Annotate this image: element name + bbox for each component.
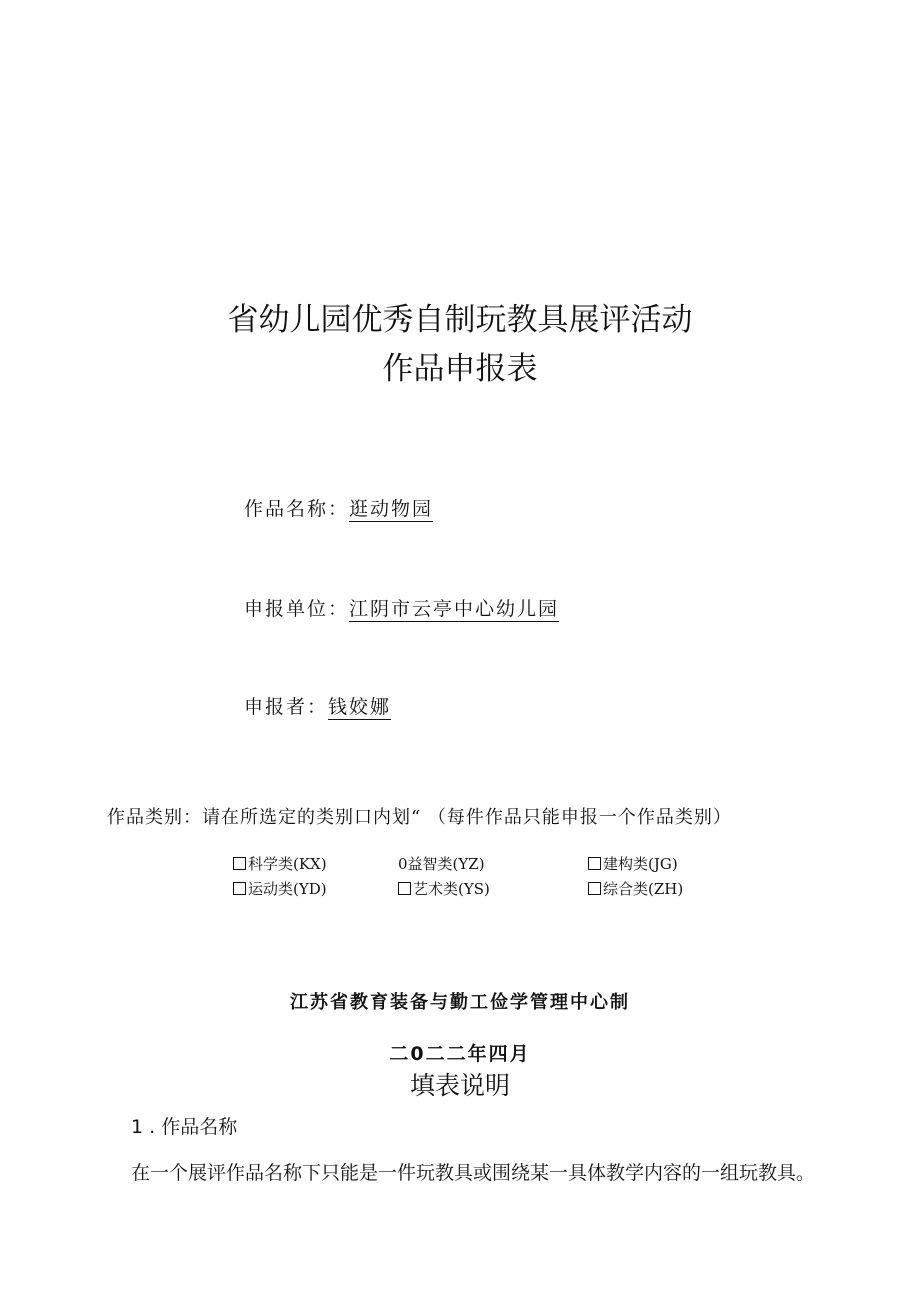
instruction-item1-text: 在一个展评作品名称下只能是一件玩教具或围绕某一具体教学内容的一组玩教具。 xyxy=(131,1162,816,1184)
checkbox-icon[interactable] xyxy=(588,857,601,870)
checkbox-icon[interactable] xyxy=(233,857,246,870)
organizer-line: 江苏省教育装备与勤工俭学管理中心制 xyxy=(290,992,630,1013)
category-option-ys[interactable] xyxy=(398,878,490,899)
work-name-field xyxy=(244,494,433,521)
category-option-kx[interactable] xyxy=(233,853,327,874)
category-option-zh[interactable] xyxy=(588,878,683,899)
checkbox-icon[interactable] xyxy=(233,882,246,895)
unit-field xyxy=(244,594,559,621)
category-option-label: 运动类(YD) xyxy=(248,880,327,898)
unit-label: 申报单位： xyxy=(244,598,350,620)
applicant-value: 钱姣娜 xyxy=(328,696,392,718)
category-option-label: 科学类(KX) xyxy=(248,855,327,873)
category-option-label: 建构类(JG) xyxy=(603,855,678,873)
category-option-yz[interactable] xyxy=(398,853,485,874)
work-name-label: 作品名称： xyxy=(244,498,350,520)
form-title-line2: 作品申报表 xyxy=(382,351,538,387)
unit-value: 江阴市云亭中心幼儿园 xyxy=(349,598,560,620)
work-name-value: 逛动物园 xyxy=(349,498,434,520)
checkbox-icon[interactable] xyxy=(588,882,601,895)
form-title-line1: 省幼儿园优秀自制玩教具展评活动 xyxy=(227,302,693,338)
category-instruction: 作品类别：请在所选定的类别口内划“ （每件作品只能申报一个作品类别） xyxy=(107,807,732,828)
instruction-item1-heading: 1 . 作品名称 xyxy=(131,1116,238,1138)
instructions-title: 填表说明 xyxy=(409,1071,510,1100)
applicant-label: 申报者： xyxy=(244,696,329,718)
category-option-yd[interactable] xyxy=(233,878,327,899)
applicant-field xyxy=(244,692,391,719)
category-option-label: 0益智类(YZ) xyxy=(398,855,485,873)
issue-date: 二0二二年四月 xyxy=(389,1043,531,1065)
checkbox-icon[interactable] xyxy=(398,882,411,895)
category-option-label: 综合类(ZH) xyxy=(603,880,684,898)
category-option-label: 艺术类(YS) xyxy=(413,880,490,898)
category-option-jg[interactable] xyxy=(588,853,678,874)
